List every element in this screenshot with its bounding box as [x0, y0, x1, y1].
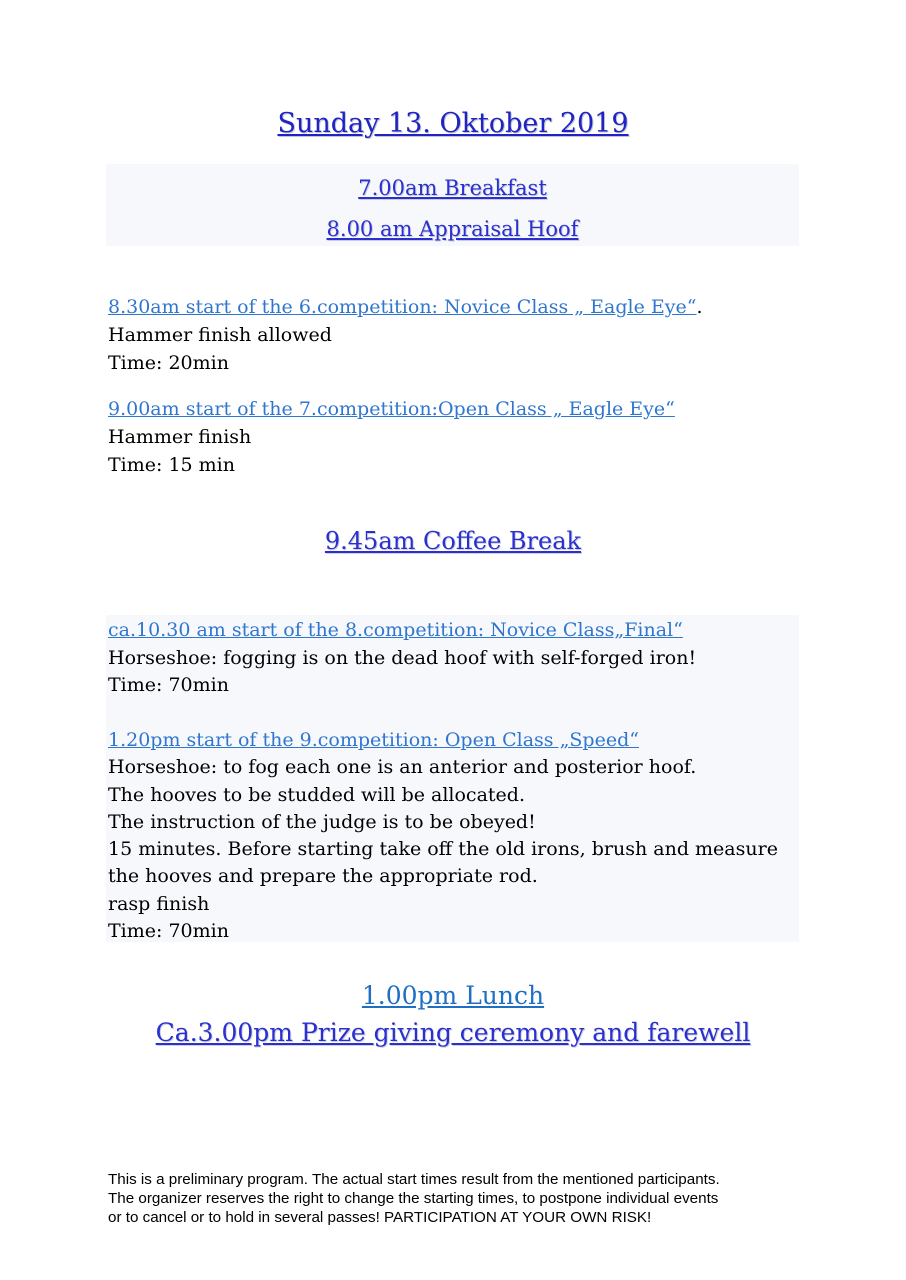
competition-7-title[interactable]: 9.00am start of the 7.competition:Open Class „ Eagle Eye“: [108, 398, 675, 420]
competition-9: [108, 727, 798, 945]
prize-link[interactable]: Ca.3.00pm Prize giving ceremony and farewell: [155, 1018, 751, 1047]
competition-7: [108, 395, 798, 479]
competition-9-line: the hooves and prepare the appropriate rod.: [108, 865, 538, 888]
competition-9-line: Horseshoe: to fog each one is an anterior and posterior hoof.: [108, 756, 697, 779]
competition-6-line: Hammer finish allowed: [108, 324, 332, 346]
lunch-link[interactable]: 1.00pm Lunch: [361, 981, 545, 1010]
competition-8-title[interactable]: ca.10.30 am start of the 8.competition: Novice Class„Final“: [108, 619, 683, 641]
competition-6-suffix: .: [696, 296, 703, 318]
competition-6-title[interactable]: 8.30am start of the 6.competition: Novice Class „ Eagle Eye“: [108, 296, 697, 318]
footnote-line: This is a preliminary program. The actual start times result from the mentioned participants.: [108, 1171, 720, 1188]
competition-9-line: The hooves to be studded will be allocated.: [108, 783, 525, 806]
competition-9-line: The instruction of the judge is to be obeyed!: [108, 810, 536, 833]
competition-9-time: Time: 70min: [108, 920, 229, 943]
footnote-line: or to cancel or to hold in several passes! PARTICIPATION AT YOUR OWN RISK!: [108, 1209, 652, 1226]
competition-6: [108, 293, 798, 377]
competition-9-title[interactable]: 1.20pm start of the 9.competition: Open Class „Speed“: [108, 729, 639, 751]
morning-box: [106, 164, 799, 246]
coffee-break-link[interactable]: 9.45am Coffee Break: [324, 527, 582, 555]
appraisal-link[interactable]: 8.00 am Appraisal Hoof: [326, 217, 579, 241]
footnote-line: The organizer reserves the right to change the starting times, to postpone individual events: [108, 1190, 719, 1207]
footnote: [108, 1170, 808, 1227]
competition-6-time: Time: 20min: [108, 352, 229, 374]
competition-8: [108, 617, 798, 700]
breakfast-link[interactable]: 7.00am Breakfast: [358, 176, 547, 200]
page-title: Sunday 13. Oktober 2019: [277, 108, 629, 139]
competition-7-line: Hammer finish: [108, 426, 252, 448]
competition-9-line: 15 minutes. Before starting take off the old irons, brush and measure: [108, 838, 778, 861]
competition-9-line: rasp finish: [108, 892, 210, 915]
late-competitions-box: [106, 615, 799, 942]
competition-7-time: Time: 15 min: [108, 454, 235, 476]
competition-8-line: Horseshoe: fogging is on the dead hoof with self-forged iron!: [108, 646, 697, 669]
competition-8-time: Time: 70min: [108, 674, 229, 696]
